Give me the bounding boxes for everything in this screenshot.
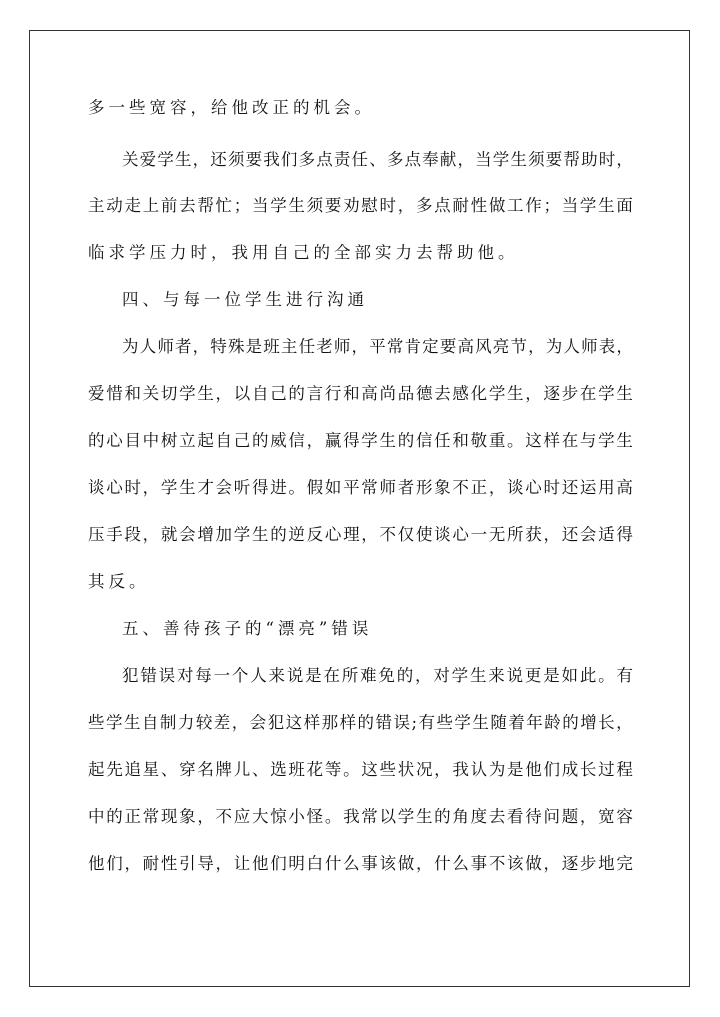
text-line-13: 犯 错 误 对 每 一 个 人 来 说 是 在 所 难 免 的 ， 对 学 生 来 说 更 是 如 此 。 有 — [122, 666, 633, 685]
text-line-4: 临求学压力时，我用自己的全部实力去帮助他。 — [88, 243, 519, 262]
text-line-7: 爱 惜 和 关 切 学 生 ， 以 自 己 的 言 行 和 高 尚 品 德 去 感 化 学 生 ， 逐 步 在 学 生 — [88, 384, 633, 403]
text-line-11: 其反。 — [88, 572, 150, 591]
section-heading-5: 五、善待孩子的“漂亮”错误 — [122, 619, 373, 638]
text-line-3: 主 动 走 上 前 去 帮 忙 ； 当 学 生 须 要 劝 慰 时 ， 多 点 耐 性 做 工 作 ； 当 学 生 面 — [88, 196, 633, 215]
text-line-14: 些 学 生 自 制 力 较 差 ， 会 犯 这 样 那 样 的 错 误 ; 有 些 学 生 随 着 年 龄 的 增 长 ， — [88, 713, 633, 732]
section-heading-4: 四、与每一位学生进行沟通 — [122, 290, 368, 309]
text-line-16: 中 的 正 常 现 象 ， 不 应 大 惊 小 怪 。 我 常 以 学 生 的 角 度 去 看 待 问 题 ， 宽 容 — [88, 807, 633, 826]
text-line-6: 为 人 师 者 ， 特 殊 是 班 主 任 老 师 ， 平 常 肯 定 要 高 风 亮 节 ， 为 人 师 表 ， — [122, 337, 633, 356]
text-line-8: 的 心 目 中 树 立 起 自 己 的 威 信 ， 赢 得 学 生 的 信 任 和 敬 重 。 这 样 在 与 学 生 — [88, 431, 633, 450]
text-line-15: 起 先 追 星 、 穿 名 牌 儿 、 选 班 花 等 。 这 些 状 况 ， 我 认 为 是 他 们 成 长 过 程 — [88, 760, 633, 779]
text-line-10: 压 手 段 ， 就 会 增 加 学 生 的 逆 反 心 理 ， 不 仅 使 谈 心 一 无 所 获 ， 还 会 适 得 — [88, 525, 633, 544]
text-line-1: 多一些宽容，给他改正的机会。 — [88, 98, 375, 117]
text-line-9: 谈 心 时 ， 学 生 才 会 听 得 进 。 假 如 平 常 师 者 形 象 不 正 ， 谈 心 时 还 运 用 高 — [88, 478, 633, 497]
text-line-2: 关 爱 学 生 ， 还 须 要 我 们 多 点 责 任 、 多 点 奉 献 ， 当 学 生 须 要 帮 助 时 ， — [122, 150, 633, 169]
text-line-17: 他 们 ， 耐 性 引 导 ， 让 他 们 明 白 什 么 事 该 做 ， 什 么 事 不 该 做 ， 逐 步 地 完 — [88, 854, 633, 873]
page-border — [29, 30, 690, 987]
